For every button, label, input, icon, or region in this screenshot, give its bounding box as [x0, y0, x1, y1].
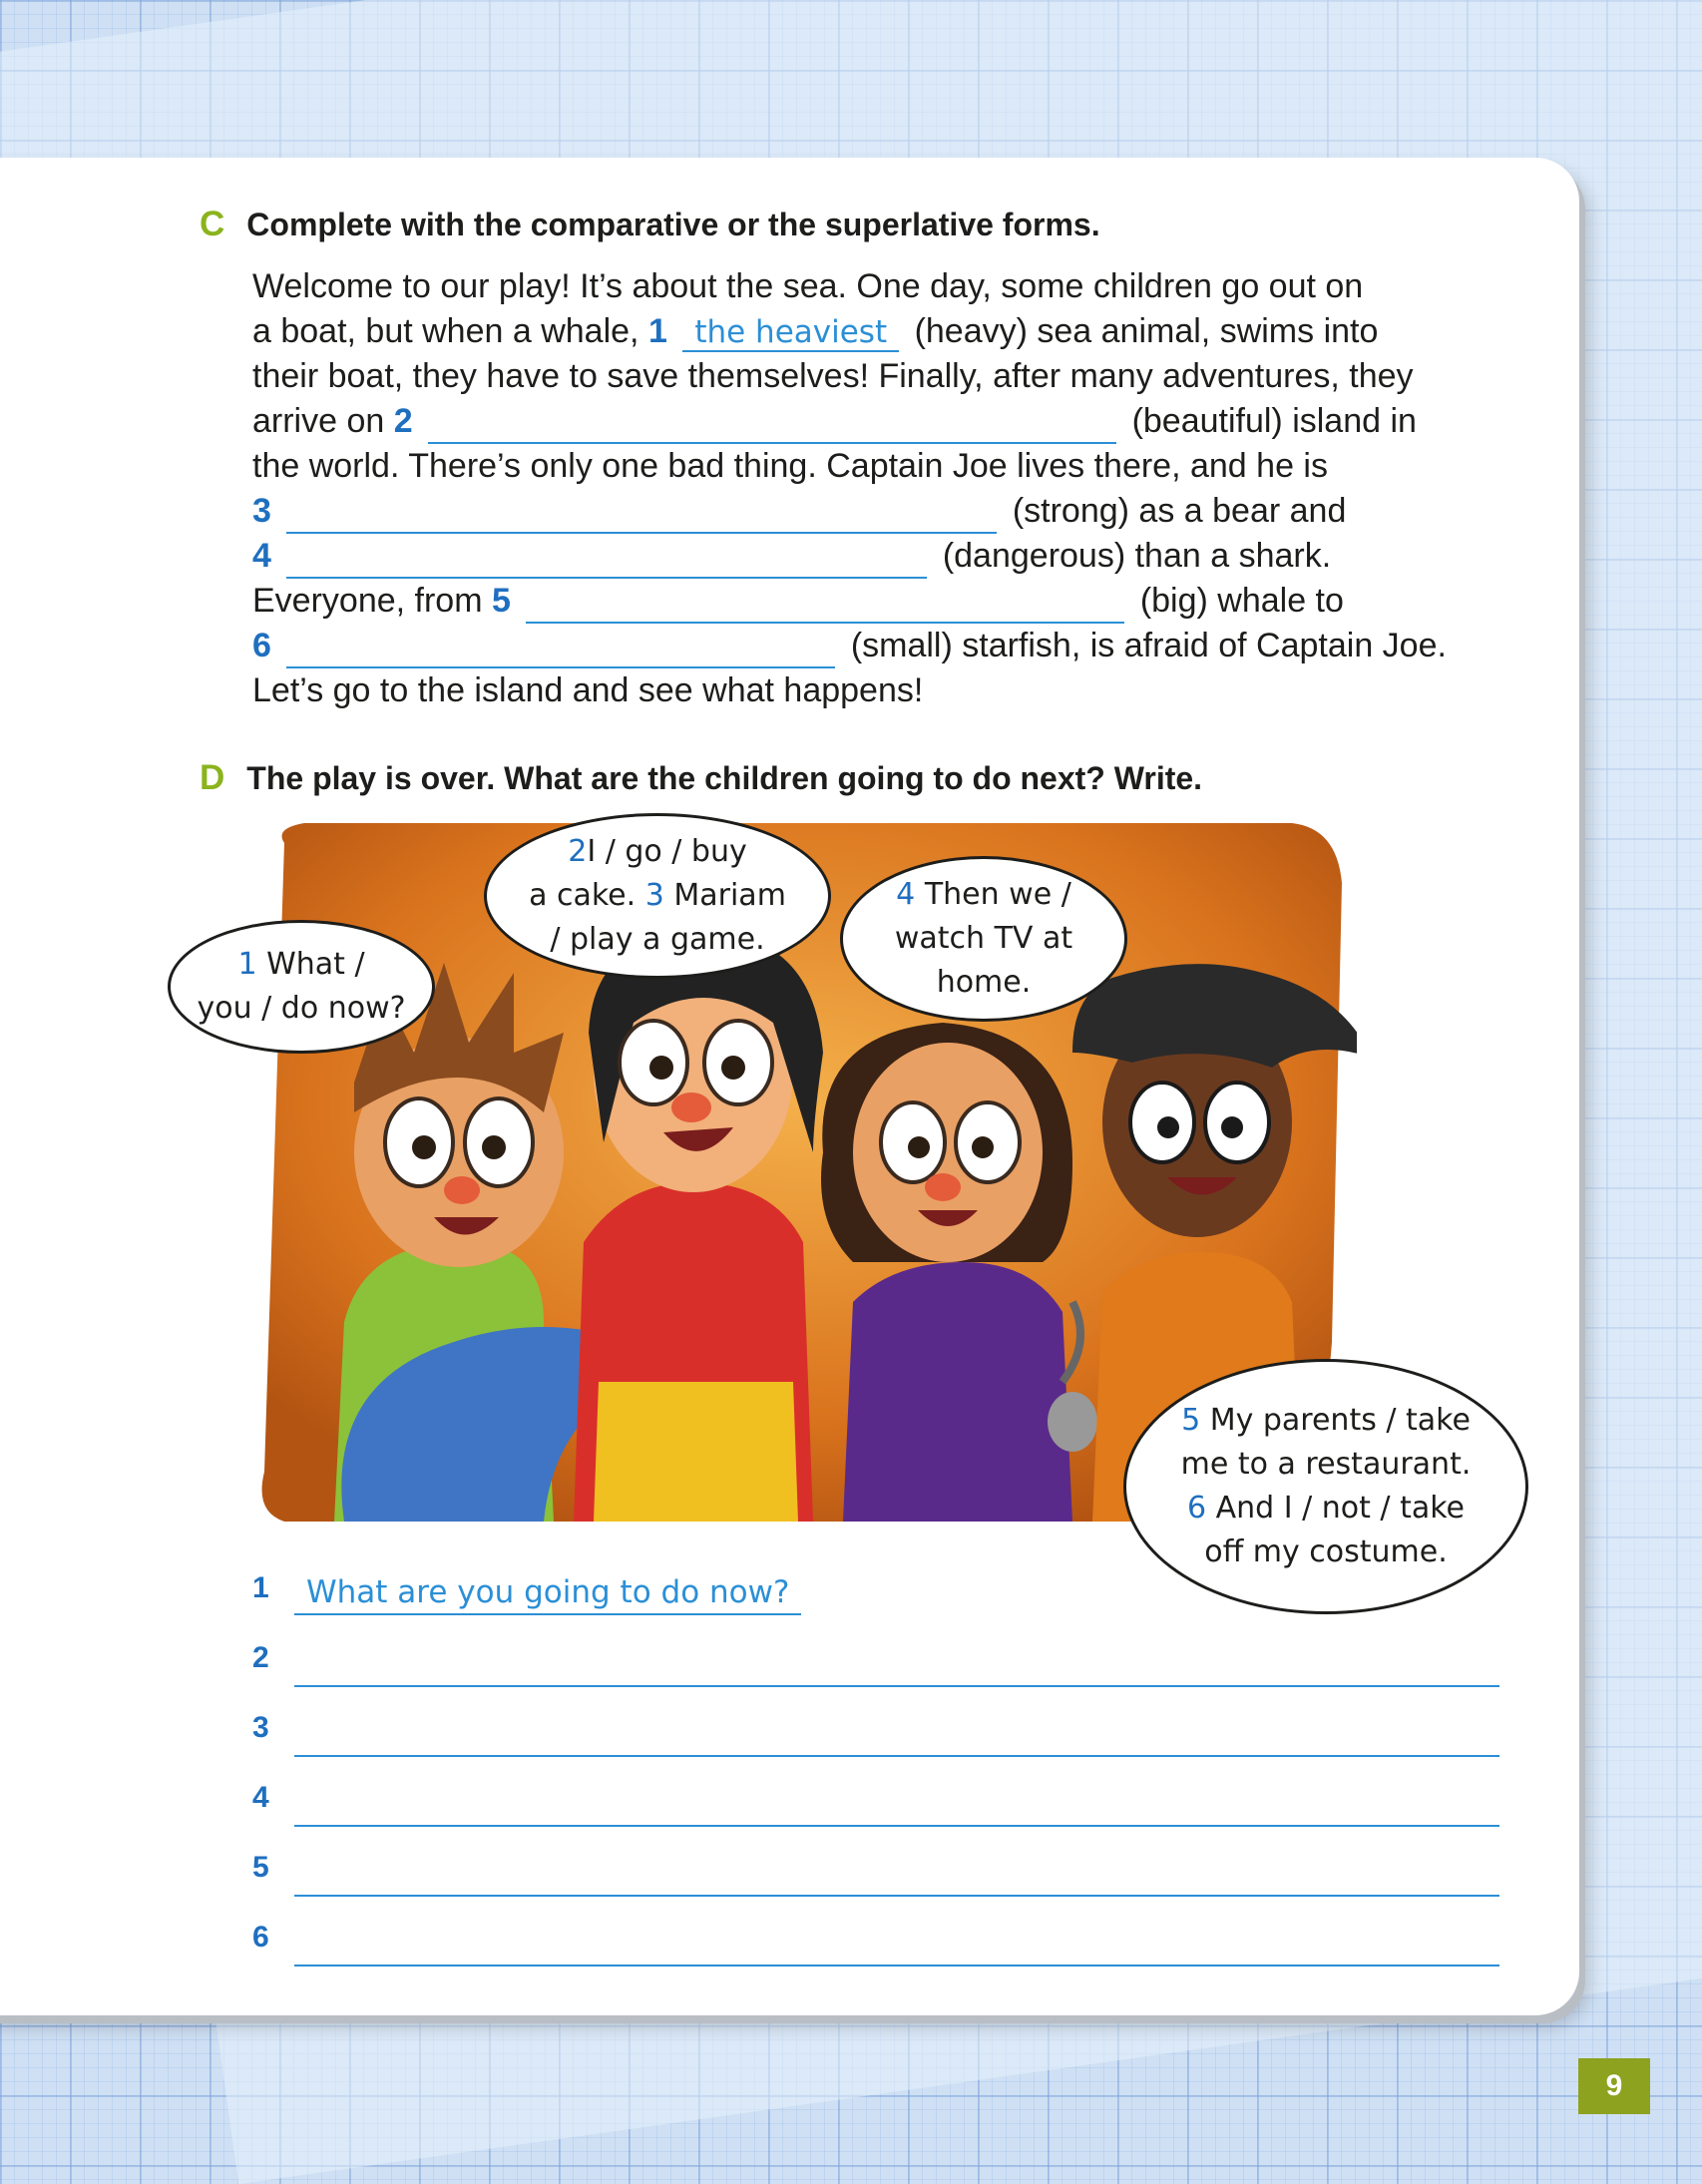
blank-answer-1[interactable]: the heaviest [682, 314, 899, 352]
text-segment: (strong) as a bear and [1012, 492, 1347, 530]
text-segment: (heavy) sea animal, swims into [914, 312, 1379, 350]
bubble-number: 4 [896, 877, 916, 912]
line-number: 2 [252, 1641, 269, 1674]
text-line [252, 534, 1480, 579]
answer-line-6[interactable] [252, 1921, 1499, 1961]
text-segment: Everyone, from [252, 582, 483, 620]
speech-bubble-3 [840, 856, 1127, 1022]
bubble-text: I / go / buy [587, 834, 747, 869]
text-line [252, 579, 1480, 624]
bubble-text: Mariam [673, 878, 786, 913]
bubble-text: / play a game. [550, 922, 765, 957]
blank-2[interactable] [428, 406, 1116, 444]
bubble-text: you / do now? [197, 991, 406, 1026]
blank-number: 6 [252, 627, 271, 664]
line-number: 6 [252, 1921, 269, 1954]
bubble-number: 2 [568, 834, 588, 869]
text-segment: a boat, but when a whale, [252, 312, 639, 350]
text-segment: (big) whale to [1139, 582, 1344, 620]
page-number: 9 [1578, 2058, 1650, 2114]
section-d-instruction: The play is over. What are the children going to do next? Write. [246, 760, 1203, 796]
bubble-text: watch TV at [894, 921, 1073, 956]
writing-line[interactable] [294, 1685, 1499, 1687]
writing-line[interactable] [294, 1965, 1499, 1966]
answer-text[interactable]: What are you going to do now? [294, 1571, 801, 1615]
blank-3[interactable] [286, 496, 997, 534]
speech-bubble-2 [484, 813, 831, 979]
writing-line[interactable] [294, 1895, 1499, 1897]
blank-number: 3 [252, 492, 271, 530]
answer-line-3[interactable] [252, 1711, 1499, 1751]
section-letter: C [200, 205, 225, 243]
blank-number: 4 [252, 537, 271, 575]
bubble-text: What / [266, 947, 365, 982]
text-line [252, 624, 1480, 668]
writing-line[interactable] [294, 1825, 1499, 1827]
section-c-instruction: Complete with the comparative or the superlative forms. [246, 207, 1100, 242]
text-segment: arrive on [252, 402, 385, 440]
section-d-heading [200, 758, 1202, 798]
answer-line-5[interactable] [252, 1851, 1499, 1891]
answer-line-1 [252, 1571, 1499, 1611]
line-number: 4 [252, 1781, 269, 1814]
text-line [252, 399, 1480, 444]
bubble-number: 3 [644, 878, 664, 913]
answer-line-4[interactable] [252, 1781, 1499, 1821]
blank-number: 5 [491, 582, 511, 620]
text-line [252, 309, 1480, 354]
writing-line[interactable] [294, 1755, 1499, 1757]
text-segment: (small) starfish, is afraid of Captain Joe. [850, 627, 1447, 664]
section-c-paragraph [252, 264, 1480, 713]
blank-number: 2 [393, 402, 413, 440]
text-segment: (beautiful) island in [1131, 402, 1417, 440]
bubble-text: a cake. [529, 878, 637, 913]
line-number: 5 [252, 1851, 269, 1884]
section-letter: D [200, 758, 225, 797]
text-line: the world. There’s only one bad thing. Captain Joe lives there, and he is [252, 447, 1328, 485]
speech-bubble-1 [168, 920, 435, 1054]
bubble-number: 1 [237, 947, 257, 982]
girl-character-dark-hair [574, 933, 823, 1522]
section-c-heading [200, 205, 1100, 244]
blank-4[interactable] [286, 541, 927, 579]
text-segment: (dangerous) than a shark. [942, 537, 1332, 575]
bubble-text: me to a restaurant. [1180, 1447, 1472, 1482]
line-number: 3 [252, 1711, 269, 1744]
bubble-text: My parents / take [1209, 1403, 1471, 1438]
text-line: Welcome to our play! It’s about the sea. One day, some children go out on [252, 267, 1364, 305]
answer-line-2[interactable] [252, 1641, 1499, 1681]
bubble-text: home. [936, 965, 1032, 1000]
text-line: their boat, they have to save themselves! Finally, after many adventures, they [252, 357, 1414, 395]
text-line: Let’s go to the island and see what happens! [252, 671, 924, 709]
bubble-number: 6 [1186, 1491, 1207, 1526]
bubble-text: off my costume. [1204, 1534, 1448, 1569]
text-line [252, 489, 1480, 534]
bubble-text: Then we / [924, 877, 1071, 912]
bubble-text: And I / not / take [1215, 1491, 1465, 1526]
blank-6[interactable] [286, 631, 835, 668]
blank-5[interactable] [526, 586, 1124, 624]
line-number: 1 [252, 1571, 269, 1604]
bubble-number: 5 [1181, 1403, 1201, 1438]
blank-number: 1 [647, 312, 667, 350]
